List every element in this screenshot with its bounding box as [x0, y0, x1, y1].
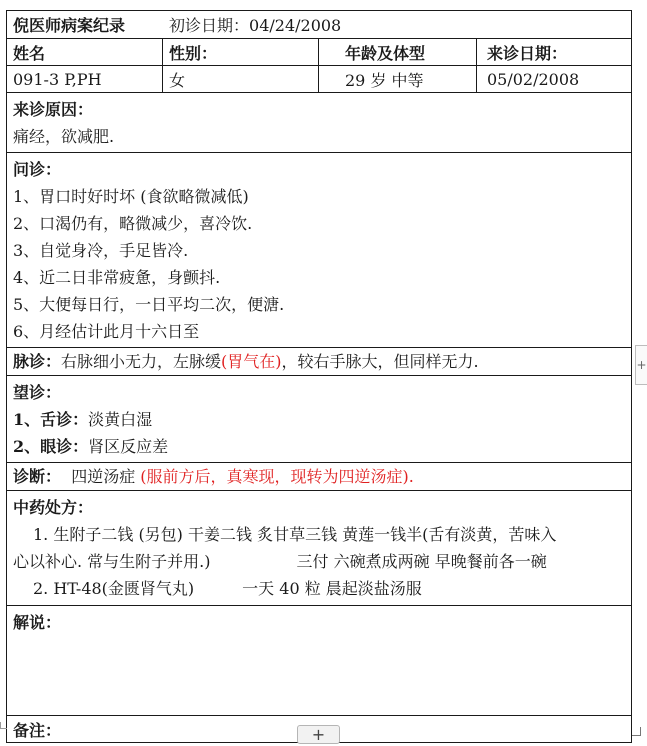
patient-sex-cell[interactable]: 女 [163, 66, 319, 92]
eye-label: 2、眼诊： [13, 437, 89, 456]
diagnosis-section[interactable] [7, 463, 631, 491]
pulse-text-rest: ，较右手脉大，但同样无力. [281, 352, 479, 371]
first-visit-date: 初诊日期：04/24/2008 [169, 16, 342, 35]
eye-line [13, 433, 625, 460]
reason-section[interactable] [7, 93, 631, 153]
prescription-label: 中药处方： [13, 498, 94, 517]
patient-header-row [7, 39, 631, 66]
pulse-line [13, 348, 625, 375]
prescription-note: 心以补心. 常与生附子并用.) [13, 552, 211, 571]
prescription-line-2 [13, 548, 625, 575]
prescription-item-2-dosage: 一天 40 粒 晨起淡盐汤服 [242, 579, 422, 598]
header-sex: 性别： [163, 39, 319, 65]
header-name: 姓名 [7, 39, 163, 65]
document-title: 倪医师病案纪录 [13, 16, 126, 35]
inquiry-item: 2、口渴仍有，略微减少，喜冷饮. [13, 214, 253, 233]
pulse-note: (胃气在) [221, 352, 282, 371]
inquiry-item: 5、大便每日行，一日平均二次，便溏. [13, 295, 285, 314]
visit-date-cell[interactable]: 05/02/2008 [487, 69, 580, 89]
reason-text: 痛经，欲减肥. [13, 127, 115, 146]
expand-column-button[interactable]: + [635, 345, 647, 385]
medical-record-table [6, 10, 632, 743]
patient-age-cell[interactable]: 29 岁 中等 [319, 66, 477, 92]
tongue-line [13, 406, 625, 433]
observation-section[interactable] [7, 376, 631, 463]
prescription-line-1: 1. 生附子二钱 (另包) 干姜二钱 炙甘草三钱 黄莲一钱半(舌有淡黄，苦味入 [33, 525, 557, 544]
diagnosis-line [13, 463, 625, 490]
explanation-label: 解说： [13, 613, 62, 632]
pulse-label: 脉诊： [13, 352, 62, 371]
title-row [7, 11, 631, 39]
resize-handle[interactable] [632, 727, 641, 736]
inquiry-label: 问诊： [13, 160, 62, 179]
prescription-dosage: 三付 六碗煮成两碗 早晚餐前各一碗 [296, 552, 547, 571]
pulse-text: 右脉细小无力，左脉缓 [61, 352, 222, 371]
inquiry-item: 3、自觉身冷，手足皆冷. [13, 241, 189, 260]
explanation-section[interactable] [7, 606, 631, 716]
prescription-item-2: 2. HT-48(金匮肾气丸) [33, 579, 195, 598]
diagnosis-note: (服前方后，真寒现，现转为四逆汤症). [140, 467, 414, 486]
eye-text: 肾区反应差 [88, 437, 169, 456]
observation-label: 望诊： [13, 383, 62, 402]
diagnosis-text: 四逆汤症 [71, 467, 136, 486]
patient-value-row [7, 66, 631, 93]
prescription-line-3 [13, 575, 625, 602]
tongue-label: 1、舌诊： [13, 410, 89, 429]
header-visit-date: 来诊日期： [487, 43, 568, 63]
inquiry-section[interactable] [7, 153, 631, 348]
prescription-section[interactable] [7, 491, 631, 606]
inquiry-item: 6、月经估计此月十六日至 [13, 322, 200, 341]
diagnosis-label: 诊断： [13, 467, 62, 486]
pulse-section[interactable] [7, 348, 631, 376]
add-row-button[interactable]: + [297, 725, 340, 744]
patient-id-cell[interactable]: 091-3 P,PH [7, 66, 163, 92]
table-corner-mark [0, 722, 7, 729]
tongue-text: 淡黄白湿 [88, 410, 153, 429]
remarks-label: 备注： [13, 720, 62, 740]
inquiry-item: 4、近二日非常疲惫，身颤抖. [13, 268, 221, 287]
inquiry-item: 1、胃口时好时坏 (食欲略微减低) [13, 187, 249, 206]
header-age-build: 年龄及体型 [319, 39, 477, 65]
reason-label: 来诊原因： [13, 100, 94, 119]
